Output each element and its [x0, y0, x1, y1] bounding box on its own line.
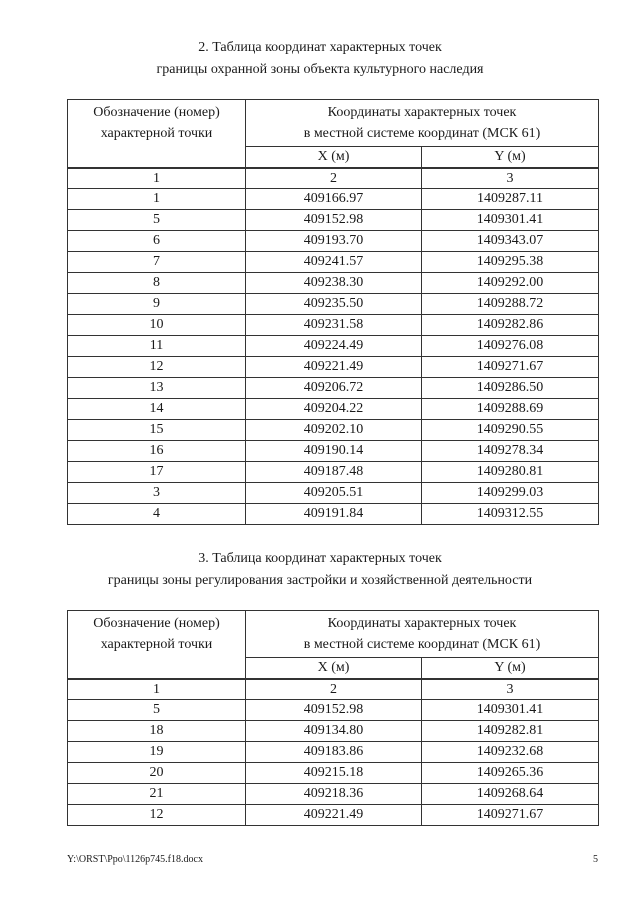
point-id-cell: 12 — [68, 357, 246, 378]
point-id-cell: 4 — [68, 504, 246, 525]
table-row — [68, 336, 599, 357]
x-coordinate-cell: 409221.49 — [246, 357, 422, 378]
point-id-cell: 16 — [68, 441, 246, 462]
point-id-cell: 10 — [68, 315, 246, 336]
y-coordinate-cell: 1409271.67 — [422, 357, 599, 378]
table3-caption-line1: 3. Таблица координат характерных точек — [198, 551, 442, 566]
table-row — [68, 742, 599, 763]
table2-caption-line1: 2. Таблица координат характерных точек — [198, 40, 442, 55]
point-id-cell: 18 — [68, 721, 246, 742]
point-id-cell: 8 — [68, 273, 246, 294]
header-x: X (м) — [246, 147, 422, 169]
table-row — [68, 700, 599, 721]
x-coordinate-cell: 409190.14 — [246, 441, 422, 462]
x-coordinate-cell: 409238.30 — [246, 273, 422, 294]
y-coordinate-cell: 1409287.11 — [422, 189, 599, 210]
y-coordinate-cell: 1409280.81 — [422, 462, 599, 483]
point-id-cell: 3 — [68, 483, 246, 504]
header-y: Y (м) — [422, 658, 599, 680]
x-coordinate-cell: 409231.58 — [246, 315, 422, 336]
header-coordinates — [246, 611, 599, 658]
table-row — [68, 763, 599, 784]
x-coordinate-cell: 409224.49 — [246, 336, 422, 357]
point-id-cell: 5 — [68, 700, 246, 721]
header-y: Y (м) — [422, 147, 599, 169]
table-row — [68, 294, 599, 315]
x-coordinate-cell: 409193.70 — [246, 231, 422, 252]
y-coordinate-cell: 1409265.36 — [422, 763, 599, 784]
y-coordinate-cell: 1409312.55 — [422, 504, 599, 525]
column-number: 2 — [246, 168, 422, 189]
column-number: 1 — [68, 168, 246, 189]
x-coordinate-cell: 409205.51 — [246, 483, 422, 504]
header-point-name-line2: характерной точки — [100, 637, 213, 652]
x-coordinate-cell: 409152.98 — [246, 210, 422, 231]
header-point-name — [68, 611, 246, 680]
x-coordinate-cell: 409204.22 — [246, 399, 422, 420]
table-row — [68, 504, 599, 525]
table-row — [68, 441, 599, 462]
table3-caption-line2: границы зоны регулирования застройки и хозяйственной деятельности — [107, 573, 533, 588]
point-id-cell: 20 — [68, 763, 246, 784]
table3-coordinates — [67, 610, 599, 826]
y-coordinate-cell: 1409301.41 — [422, 210, 599, 231]
point-id-cell: 13 — [68, 378, 246, 399]
column-number: 3 — [422, 679, 599, 700]
x-coordinate-cell: 409218.36 — [246, 784, 422, 805]
table-row — [68, 378, 599, 399]
x-coordinate-cell: 409134.80 — [246, 721, 422, 742]
point-id-cell: 11 — [68, 336, 246, 357]
header-point-name-line1: Обозначение (номер) — [93, 105, 220, 120]
x-coordinate-cell: 409235.50 — [246, 294, 422, 315]
table3-caption — [0, 548, 640, 592]
column-number: 1 — [68, 679, 246, 700]
table-row — [68, 273, 599, 294]
y-coordinate-cell: 1409278.34 — [422, 441, 599, 462]
point-id-cell: 15 — [68, 420, 246, 441]
y-coordinate-cell: 1409292.00 — [422, 273, 599, 294]
y-coordinate-cell: 1409288.69 — [422, 399, 599, 420]
table2-caption — [0, 37, 640, 81]
column-number: 2 — [246, 679, 422, 700]
x-coordinate-cell: 409241.57 — [246, 252, 422, 273]
x-coordinate-cell: 409152.98 — [246, 700, 422, 721]
table2-caption-line2: границы охранной зоны объекта культурного наследия — [156, 62, 484, 77]
x-coordinate-cell: 409166.97 — [246, 189, 422, 210]
point-id-cell: 6 — [68, 231, 246, 252]
table-row — [68, 189, 599, 210]
header-coordinates-line2: в местной системе координат (МСК 61) — [303, 126, 541, 141]
point-id-cell: 9 — [68, 294, 246, 315]
table-row — [68, 252, 599, 273]
y-coordinate-cell: 1409299.03 — [422, 483, 599, 504]
x-coordinate-cell: 409221.49 — [246, 805, 422, 826]
table-row — [68, 784, 599, 805]
column-number: 3 — [422, 168, 599, 189]
footer-file-path: Y:\ORST\Ppo\1126p745.f18.docx — [67, 854, 203, 865]
table-row — [68, 231, 599, 252]
header-x: X (м) — [246, 658, 422, 680]
table-row — [68, 399, 599, 420]
x-coordinate-cell: 409215.18 — [246, 763, 422, 784]
y-coordinate-cell: 1409271.67 — [422, 805, 599, 826]
table2-coordinates — [67, 99, 599, 525]
header-coordinates-line1: Координаты характерных точек — [327, 105, 517, 120]
table-row — [68, 420, 599, 441]
y-coordinate-cell: 1409288.72 — [422, 294, 599, 315]
column-numbering-row — [68, 168, 599, 189]
header-point-name-line2: характерной точки — [100, 126, 213, 141]
table-row — [68, 357, 599, 378]
table-row — [68, 483, 599, 504]
header-coordinates-line2: в местной системе координат (МСК 61) — [303, 637, 541, 652]
y-coordinate-cell: 1409276.08 — [422, 336, 599, 357]
point-id-cell: 5 — [68, 210, 246, 231]
y-coordinate-cell: 1409232.68 — [422, 742, 599, 763]
point-id-cell: 19 — [68, 742, 246, 763]
footer-page-number: 5 — [593, 854, 598, 865]
point-id-cell: 7 — [68, 252, 246, 273]
table-row — [68, 462, 599, 483]
x-coordinate-cell: 409187.48 — [246, 462, 422, 483]
table-row — [68, 315, 599, 336]
column-numbering-row — [68, 679, 599, 700]
table-row — [68, 210, 599, 231]
header-coordinates-line1: Координаты характерных точек — [327, 616, 517, 631]
x-coordinate-cell: 409202.10 — [246, 420, 422, 441]
point-id-cell: 21 — [68, 784, 246, 805]
y-coordinate-cell: 1409282.86 — [422, 315, 599, 336]
point-id-cell: 1 — [68, 189, 246, 210]
table-row — [68, 721, 599, 742]
x-coordinate-cell: 409206.72 — [246, 378, 422, 399]
y-coordinate-cell: 1409290.55 — [422, 420, 599, 441]
point-id-cell: 17 — [68, 462, 246, 483]
point-id-cell: 12 — [68, 805, 246, 826]
y-coordinate-cell: 1409282.81 — [422, 721, 599, 742]
header-point-name — [68, 100, 246, 169]
point-id-cell: 14 — [68, 399, 246, 420]
y-coordinate-cell: 1409301.41 — [422, 700, 599, 721]
header-coordinates — [246, 100, 599, 147]
y-coordinate-cell: 1409343.07 — [422, 231, 599, 252]
y-coordinate-cell: 1409295.38 — [422, 252, 599, 273]
table-row — [68, 805, 599, 826]
y-coordinate-cell: 1409286.50 — [422, 378, 599, 399]
y-coordinate-cell: 1409268.64 — [422, 784, 599, 805]
x-coordinate-cell: 409191.84 — [246, 504, 422, 525]
header-point-name-line1: Обозначение (номер) — [93, 616, 220, 631]
x-coordinate-cell: 409183.86 — [246, 742, 422, 763]
